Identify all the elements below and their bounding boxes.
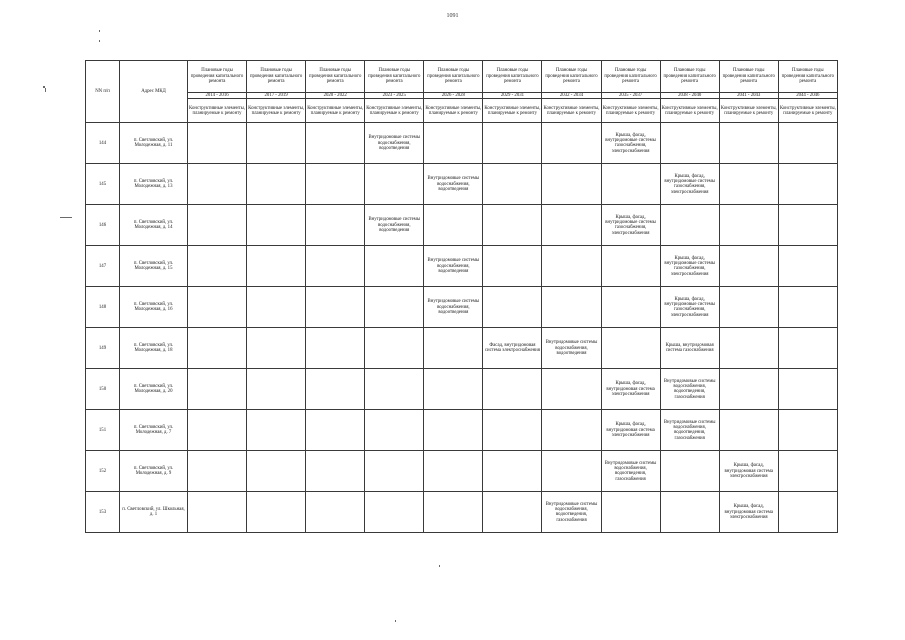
row-address: п. Светловский, ул. Молодежная, д. 14 bbox=[120, 205, 188, 246]
work-cell bbox=[542, 451, 601, 492]
work-cell bbox=[483, 205, 542, 246]
work-text: Крыша, фасад, внутридомовые системы газоснабжения, электроснабжения bbox=[664, 255, 715, 277]
row-address: п. Светловский, ул. Молодежная, д. 18 bbox=[120, 328, 188, 369]
period-title: Плановые годы проведения капитального ремонта bbox=[483, 61, 542, 93]
table-body bbox=[86, 123, 838, 533]
work-cell bbox=[247, 492, 306, 533]
period-title: Плановые годы проведения капитального ремонта bbox=[365, 61, 424, 93]
work-cell bbox=[483, 164, 542, 205]
work-cell bbox=[365, 492, 424, 533]
row-number: 145 bbox=[86, 164, 120, 205]
row-address: п. Светловский, ул. Школьная, д. 1 bbox=[120, 492, 188, 533]
work-cell bbox=[719, 410, 778, 451]
work-cell bbox=[660, 369, 719, 410]
work-text: Внутридомовые системы водоснабжения, водоотведения bbox=[545, 340, 598, 357]
work-text: Фасад, внутридомовая система электроснабжения bbox=[484, 343, 540, 354]
work-cell bbox=[601, 451, 660, 492]
work-cell bbox=[306, 164, 365, 205]
work-cell bbox=[542, 410, 601, 451]
work-cell bbox=[483, 451, 542, 492]
work-cell bbox=[483, 492, 542, 533]
work-cell bbox=[306, 492, 365, 533]
work-cell bbox=[542, 205, 601, 246]
work-cell bbox=[247, 328, 306, 369]
work-cell bbox=[660, 205, 719, 246]
work-cell bbox=[424, 287, 483, 328]
work-text: Крыша, фасад, внутридомовая система электроснабжения bbox=[724, 504, 773, 521]
work-cell bbox=[660, 410, 719, 451]
work-cell bbox=[424, 451, 483, 492]
work-cell bbox=[601, 246, 660, 287]
repair-plan-table bbox=[85, 60, 838, 533]
table-row bbox=[86, 328, 838, 369]
work-cell bbox=[483, 328, 542, 369]
row-number: 149 bbox=[86, 328, 120, 369]
work-cell bbox=[778, 369, 837, 410]
work-cell bbox=[247, 410, 306, 451]
work-cell bbox=[365, 164, 424, 205]
table-row bbox=[86, 287, 838, 328]
work-cell bbox=[188, 492, 247, 533]
work-cell bbox=[247, 369, 306, 410]
nn-header: NN п/п bbox=[86, 61, 120, 123]
scan-mark bbox=[45, 88, 46, 92]
row-address: п. Светловский, ул. Молодежная, д. 11 bbox=[120, 123, 188, 164]
work-text: Крыша, фасад, внутридомовая система электроснабжения bbox=[724, 463, 773, 480]
work-cell bbox=[306, 123, 365, 164]
row-address: п. Светловский, ул. Молодежная, д. 16 bbox=[120, 287, 188, 328]
period-years: 2044 - 2046 bbox=[778, 93, 837, 99]
work-cell bbox=[188, 205, 247, 246]
work-cell bbox=[483, 287, 542, 328]
work-cell bbox=[424, 328, 483, 369]
table-row bbox=[86, 246, 838, 287]
work-cell bbox=[542, 287, 601, 328]
work-cell bbox=[365, 451, 424, 492]
element-header: Конструктивные элементы, планируемые к ремонту bbox=[601, 99, 660, 123]
period-title: Плановые годы проведения капитального ремонта bbox=[424, 61, 483, 93]
work-cell bbox=[424, 492, 483, 533]
row-address: п. Светловский, ул. Молодежная, д. 13 bbox=[120, 164, 188, 205]
work-text: Крыша, фасад, внутридомовые системы газоснабжения, электроснабжения bbox=[605, 132, 656, 154]
work-cell bbox=[719, 369, 778, 410]
row-number: 146 bbox=[86, 205, 120, 246]
work-cell bbox=[601, 328, 660, 369]
work-cell bbox=[660, 451, 719, 492]
work-cell bbox=[660, 164, 719, 205]
work-cell bbox=[778, 123, 837, 164]
work-cell bbox=[365, 369, 424, 410]
work-cell bbox=[188, 123, 247, 164]
work-text: Внутридомовые системы водоснабжения, водоотведения, газоснабжения bbox=[663, 378, 716, 400]
row-number: 153 bbox=[86, 492, 120, 533]
work-cell bbox=[306, 287, 365, 328]
work-text: Крыша, фасад, внутридомовая система электроснабжения bbox=[606, 422, 655, 439]
row-number: 147 bbox=[86, 246, 120, 287]
work-cell bbox=[424, 205, 483, 246]
work-cell bbox=[778, 246, 837, 287]
table-row bbox=[86, 123, 838, 164]
work-cell bbox=[365, 205, 424, 246]
work-cell bbox=[601, 287, 660, 328]
table-row bbox=[86, 451, 838, 492]
work-cell bbox=[542, 369, 601, 410]
work-cell bbox=[778, 287, 837, 328]
work-text: Внутридомовые системы водоснабжения, водоотведения bbox=[427, 176, 480, 193]
element-header: Конструктивные элементы, планируемые к ремонту bbox=[188, 99, 247, 123]
table-row bbox=[86, 369, 838, 410]
work-cell bbox=[306, 451, 365, 492]
work-text: Внутридомовые системы водоснабжения, водоотведения bbox=[368, 217, 421, 234]
period-title: Плановые годы проведения капитального ремонта bbox=[306, 61, 365, 93]
work-cell bbox=[365, 287, 424, 328]
table-row bbox=[86, 205, 838, 246]
period-years: 2014 - 2016 bbox=[188, 93, 247, 99]
work-cell bbox=[306, 328, 365, 369]
work-cell bbox=[719, 451, 778, 492]
table-row bbox=[86, 410, 838, 451]
work-cell bbox=[778, 205, 837, 246]
element-header: Конструктивные элементы, планируемые к ремонту bbox=[542, 99, 601, 123]
period-years: 2035 - 2037 bbox=[601, 93, 660, 99]
work-cell bbox=[542, 246, 601, 287]
work-cell bbox=[247, 451, 306, 492]
period-title: Плановые годы проведения капитального ремонта bbox=[188, 61, 247, 93]
work-text: Внутридомовые системы водоснабжения, водоотведения bbox=[427, 258, 480, 275]
work-cell bbox=[778, 164, 837, 205]
work-cell bbox=[601, 369, 660, 410]
period-title: Плановые годы проведения капитального ремонта bbox=[542, 61, 601, 93]
work-cell bbox=[719, 492, 778, 533]
work-cell bbox=[424, 410, 483, 451]
work-cell bbox=[719, 328, 778, 369]
work-cell bbox=[188, 246, 247, 287]
work-cell bbox=[483, 246, 542, 287]
work-cell bbox=[306, 246, 365, 287]
work-text: Внутридомовые системы водоснабжения, водоотведения bbox=[427, 299, 480, 316]
work-cell bbox=[601, 123, 660, 164]
period-years: 2026 - 2028 bbox=[424, 93, 483, 99]
work-cell bbox=[365, 410, 424, 451]
work-cell bbox=[542, 164, 601, 205]
work-cell bbox=[188, 164, 247, 205]
work-cell bbox=[660, 492, 719, 533]
work-cell bbox=[306, 205, 365, 246]
scan-mark bbox=[395, 620, 396, 622]
element-header: Конструктивные элементы, планируемые к ремонту bbox=[306, 99, 365, 123]
work-cell bbox=[365, 246, 424, 287]
scan-mark bbox=[99, 40, 100, 42]
work-cell bbox=[188, 410, 247, 451]
element-header: Конструктивные элементы, планируемые к ремонту bbox=[719, 99, 778, 123]
work-cell bbox=[483, 410, 542, 451]
work-cell bbox=[778, 328, 837, 369]
work-cell bbox=[424, 123, 483, 164]
work-cell bbox=[660, 328, 719, 369]
period-years: 2020 - 2022 bbox=[306, 93, 365, 99]
work-cell bbox=[660, 287, 719, 328]
period-title: Плановые годы проведения капитального ремонта bbox=[719, 61, 778, 93]
period-years: 2017 - 2019 bbox=[247, 93, 306, 99]
table-row bbox=[86, 492, 838, 533]
element-header: Конструктивные элементы, планируемые к ремонту bbox=[483, 99, 542, 123]
work-cell bbox=[365, 123, 424, 164]
work-text: Крыша, внутридомовая система газоснабжения bbox=[665, 343, 714, 354]
work-cell bbox=[601, 492, 660, 533]
period-years: 2023 - 2025 bbox=[365, 93, 424, 99]
period-title: Плановые годы проведения капитального ремонта bbox=[247, 61, 306, 93]
element-header: Конструктивные элементы, планируемые к ремонту bbox=[365, 99, 424, 123]
work-cell bbox=[660, 246, 719, 287]
page-number: 1091 bbox=[446, 13, 459, 19]
work-text: Внутридомовые системы водоснабжения, водоотведения, газоснабжения bbox=[663, 419, 716, 441]
work-cell bbox=[247, 246, 306, 287]
row-number: 151 bbox=[86, 410, 120, 451]
work-cell bbox=[188, 451, 247, 492]
work-text: Крыша, фасад, внутридомовая система электроснабжения bbox=[606, 381, 655, 398]
work-cell bbox=[188, 287, 247, 328]
element-header: Конструктивные элементы, планируемые к ремонту bbox=[778, 99, 837, 123]
element-header: Конструктивные элементы, планируемые к ремонту bbox=[247, 99, 306, 123]
element-header: Конструктивные элементы, планируемые к ремонту bbox=[660, 99, 719, 123]
work-cell bbox=[483, 369, 542, 410]
row-number: 144 bbox=[86, 123, 120, 164]
work-cell bbox=[542, 492, 601, 533]
row-number: 148 bbox=[86, 287, 120, 328]
work-cell bbox=[719, 164, 778, 205]
row-address: п. Светловский, ул. Молодежная, д. 15 bbox=[120, 246, 188, 287]
work-text: Внутридомовые системы водоснабжения, водоотведения, газоснабжения bbox=[545, 501, 598, 523]
period-title: Плановые годы проведения капитального ремонта bbox=[778, 61, 837, 93]
work-cell bbox=[247, 205, 306, 246]
period-years: 2032 - 2034 bbox=[542, 93, 601, 99]
row-address: п. Светловский, ул. Молодежная, д. 7 bbox=[120, 410, 188, 451]
work-cell bbox=[719, 287, 778, 328]
work-cell bbox=[660, 123, 719, 164]
work-cell bbox=[306, 410, 365, 451]
table-row bbox=[86, 164, 838, 205]
work-text: Крыша, фасад, внутридомовые системы газоснабжения, электроснабжения bbox=[664, 296, 715, 318]
period-years: 2038 - 2040 bbox=[660, 93, 719, 99]
work-cell bbox=[365, 328, 424, 369]
work-cell bbox=[306, 369, 365, 410]
row-address: п. Светловский, ул. Молодежная, д. 20 bbox=[120, 369, 188, 410]
row-number: 152 bbox=[86, 451, 120, 492]
scan-mark bbox=[99, 30, 100, 32]
work-cell bbox=[719, 123, 778, 164]
period-years: 2029 - 2031 bbox=[483, 93, 542, 99]
row-address: п. Светловский, ул. Молодежная, д. 9 bbox=[120, 451, 188, 492]
work-cell bbox=[719, 205, 778, 246]
work-cell bbox=[188, 328, 247, 369]
work-cell bbox=[601, 410, 660, 451]
period-title: Плановые годы проведения капитального ремонта bbox=[660, 61, 719, 93]
work-cell bbox=[424, 246, 483, 287]
work-cell bbox=[542, 123, 601, 164]
work-cell bbox=[778, 410, 837, 451]
element-header: Конструктивные элементы, планируемые к ремонту bbox=[424, 99, 483, 123]
scan-mark bbox=[439, 565, 440, 567]
work-cell bbox=[188, 369, 247, 410]
work-cell bbox=[542, 328, 601, 369]
work-cell bbox=[778, 451, 837, 492]
work-cell bbox=[247, 164, 306, 205]
work-cell bbox=[483, 123, 542, 164]
work-text: Крыша, фасад, внутридомовые системы газоснабжения, электроснабжения bbox=[664, 173, 715, 195]
work-cell bbox=[247, 287, 306, 328]
address-header: Адрес МКД bbox=[120, 61, 188, 123]
row-number: 150 bbox=[86, 369, 120, 410]
work-cell bbox=[601, 205, 660, 246]
work-cell bbox=[247, 123, 306, 164]
scan-mark bbox=[60, 217, 72, 218]
period-years: 2041 - 2043 bbox=[719, 93, 778, 99]
work-cell bbox=[424, 369, 483, 410]
work-cell bbox=[719, 246, 778, 287]
period-title: Плановые годы проведения капитального ремонта bbox=[601, 61, 660, 93]
work-text: Крыша, фасад, внутридомовые системы газоснабжения, электроснабжения bbox=[605, 214, 656, 236]
work-cell bbox=[601, 164, 660, 205]
work-text: Внутридомовые системы водоснабжения, водоотведения bbox=[368, 135, 421, 152]
work-cell bbox=[424, 164, 483, 205]
work-text: Внутридомовые системы водоснабжения, водоотведения, газоснабжения bbox=[604, 460, 657, 482]
work-cell bbox=[778, 492, 837, 533]
